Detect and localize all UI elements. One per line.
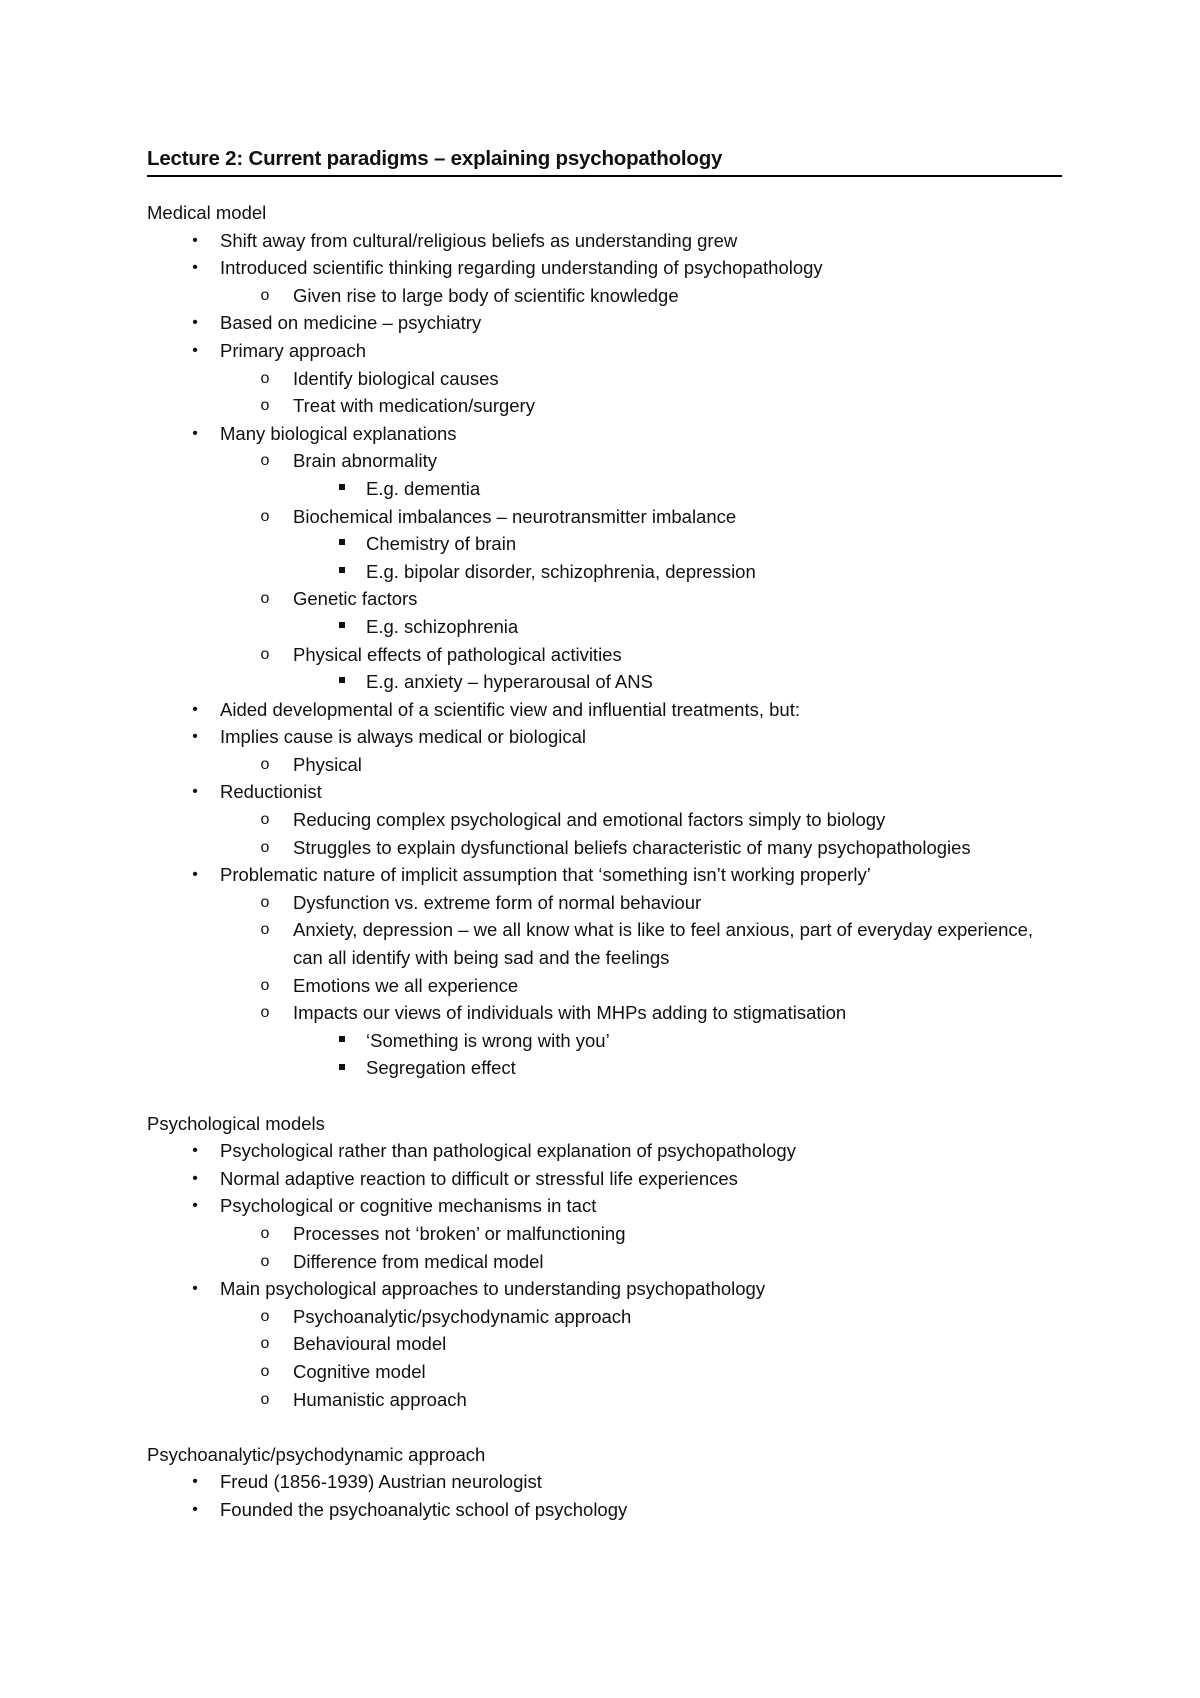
outline-item-level-1 <box>147 861 1062 889</box>
outline-section <box>147 1110 1062 1414</box>
outline-item-text: ‘Something is wrong with you’ <box>366 1029 610 1051</box>
outline-item-text: E.g. dementia <box>366 477 481 499</box>
outline-item-text: Anxiety, depression – we all know what is like to feel anxious, part of everyday experience, can all identify with being sad and the feelings <box>293 919 1034 969</box>
bullet-icon: • <box>192 728 198 746</box>
circle-bullet-icon: o <box>260 286 270 304</box>
circle-bullet-icon: o <box>260 921 270 939</box>
outline-item-level-1 <box>147 1192 1062 1220</box>
outline-item-text: E.g. anxiety – hyperarousal of ANS <box>366 671 653 693</box>
outline-item-text: Cognitive model <box>293 1360 426 1382</box>
circle-bullet-icon: o <box>260 645 270 663</box>
bullet-icon: • <box>192 424 198 442</box>
outline-section <box>147 199 1062 1082</box>
bullet-icon: • <box>192 1280 198 1298</box>
outline-item-level-1 <box>147 1275 1062 1303</box>
outline-item-text: Chemistry of brain <box>366 533 517 555</box>
outline-item-text: Main psychological approaches to understanding psychopathology <box>220 1278 766 1300</box>
outline-item-level-2 <box>147 503 1062 531</box>
bullet-icon: • <box>192 700 198 718</box>
square-bullet-icon <box>332 530 352 558</box>
circle-bullet-icon: o <box>260 976 270 994</box>
circle-bullet-icon: o <box>260 452 270 470</box>
outline-section <box>147 1441 1062 1524</box>
circle-bullet-icon: o <box>260 590 270 608</box>
outline-item-text: Based on medicine – psychiatry <box>220 312 482 334</box>
outline-item-text: Biochemical imbalances – neurotransmitter imbalance <box>293 505 737 527</box>
square-bullet-icon <box>332 1054 352 1082</box>
outline-item-level-1 <box>147 309 1062 337</box>
outline-item-text: Normal adaptive reaction to difficult or stressful life experiences <box>220 1167 738 1189</box>
outline-item-level-2 <box>147 392 1062 420</box>
outline-item-level-3 <box>147 613 1062 641</box>
bullet-icon: • <box>192 1169 198 1187</box>
outline-item-level-1 <box>147 696 1062 724</box>
outline-item-level-1 <box>147 1165 1062 1193</box>
outline-item-text: Introduced scientific thinking regarding understanding of psychopathology <box>220 257 823 279</box>
outline-item-level-2 <box>147 1330 1062 1358</box>
outline-item-text: Impacts our views of individuals with MHPs adding to stigmatisation <box>293 1002 847 1024</box>
outline-item-level-3 <box>147 530 1062 558</box>
circle-bullet-icon: o <box>260 1224 270 1242</box>
outline-item-level-1 <box>147 1496 1062 1524</box>
section-heading: Psychoanalytic/psychodynamic approach <box>147 1443 486 1465</box>
sections-container <box>147 199 1062 1524</box>
outline-item-text: Behavioural model <box>293 1333 447 1355</box>
outline-item-level-1 <box>147 1468 1062 1496</box>
bullet-icon: • <box>192 231 198 249</box>
circle-bullet-icon: o <box>260 1252 270 1270</box>
outline-item-text: Physical <box>293 753 362 775</box>
outline-item-text: Reductionist <box>220 781 322 803</box>
outline-item-text: Founded the psychoanalytic school of psychology <box>220 1498 628 1520</box>
square-bullet-icon <box>332 558 352 586</box>
outline-item-text: Genetic factors <box>293 588 418 610</box>
bullet-icon: • <box>192 259 198 277</box>
square-bullet-icon <box>332 475 352 503</box>
bullet-icon: • <box>192 341 198 359</box>
section-heading: Medical model <box>147 202 267 223</box>
outline-item-text: Humanistic approach <box>293 1388 467 1410</box>
outline-item-level-2 <box>147 1358 1062 1386</box>
document-content <box>147 146 1062 1524</box>
outline-item-text: Treat with medication/surgery <box>293 395 535 417</box>
section-spacer <box>147 1413 1062 1441</box>
outline-item-level-1 <box>147 420 1062 448</box>
outline-item-level-2 <box>147 999 1062 1027</box>
outline-item-level-2 <box>147 1248 1062 1276</box>
circle-bullet-icon: o <box>260 1307 270 1325</box>
circle-bullet-icon: o <box>260 397 270 415</box>
outline-item-level-2 <box>147 1386 1062 1414</box>
outline-item-level-3 <box>147 1054 1062 1082</box>
square-bullet-icon <box>332 668 352 696</box>
outline-item-text: Primary approach <box>220 339 367 361</box>
outline-item-text: Psychological or cognitive mechanisms in tact <box>220 1195 597 1217</box>
outline-item-level-3 <box>147 475 1062 503</box>
outline-item-text: Struggles to explain dysfunctional beliefs characteristic of many psychopathologies <box>293 836 971 858</box>
bullet-icon: • <box>192 1500 198 1518</box>
outline-item-text: Many biological explanations <box>220 422 457 444</box>
bullet-icon: • <box>192 1473 198 1491</box>
square-bullet-icon <box>332 1027 352 1055</box>
bullet-icon: • <box>192 314 198 332</box>
bullet-icon: • <box>192 1142 198 1160</box>
outline-item-level-1 <box>147 778 1062 806</box>
circle-bullet-icon: o <box>260 838 270 856</box>
outline-item-level-2 <box>147 1220 1062 1248</box>
outline-item-level-3 <box>147 1027 1062 1055</box>
outline-item-level-2 <box>147 585 1062 613</box>
outline-item-level-2 <box>147 916 1062 971</box>
outline-item-level-3 <box>147 558 1062 586</box>
outline-item-text: E.g. bipolar disorder, schizophrenia, depression <box>366 560 756 582</box>
section-spacer <box>147 1082 1062 1110</box>
outline-item-level-2 <box>147 806 1062 834</box>
outline-item-text: Brain abnormality <box>293 450 437 472</box>
circle-bullet-icon: o <box>260 1335 270 1353</box>
bullet-icon: • <box>192 866 198 884</box>
outline-item-level-2 <box>147 834 1062 862</box>
circle-bullet-icon: o <box>260 507 270 525</box>
outline-item-level-2 <box>147 641 1062 669</box>
outline-item-text: Implies cause is always medical or biological <box>220 726 587 748</box>
outline-item-level-2 <box>147 751 1062 779</box>
circle-bullet-icon: o <box>260 811 270 829</box>
outline-item-text: Freud (1856-1939) Austrian neurologist <box>220 1471 542 1493</box>
circle-bullet-icon: o <box>260 893 270 911</box>
outline-item-text: Shift away from cultural/religious beliefs as understanding grew <box>220 229 738 251</box>
outline-item-level-1 <box>147 337 1062 365</box>
outline-item-text: Emotions we all experience <box>293 974 519 996</box>
bullet-icon: • <box>192 1197 198 1215</box>
outline-item-text: Aided developmental of a scientific view and influential treatments, but: <box>220 698 800 720</box>
circle-bullet-icon: o <box>260 755 270 773</box>
outline-item-level-2 <box>147 889 1062 917</box>
outline-item-text: Psychoanalytic/psychodynamic approach <box>293 1305 632 1327</box>
outline-item-text: Given rise to large body of scientific knowledge <box>293 284 679 306</box>
outline-item-level-2 <box>147 365 1062 393</box>
document-title: Lecture 2: Current paradigms – explaining psychopathology <box>147 146 1062 177</box>
outline-item-text: Problematic nature of implicit assumption that ‘something isn’t working properly’ <box>220 864 871 886</box>
section-heading: Psychological models <box>147 1112 325 1134</box>
outline-item-level-2 <box>147 282 1062 310</box>
outline-item-text: Difference from medical model <box>293 1250 544 1272</box>
title-spacer <box>147 177 1062 199</box>
outline-item-level-1 <box>147 1137 1062 1165</box>
outline-item-level-1 <box>147 723 1062 751</box>
outline-item-level-3 <box>147 668 1062 696</box>
circle-bullet-icon: o <box>260 1390 270 1408</box>
bullet-icon: • <box>192 783 198 801</box>
outline-item-text: Segregation effect <box>366 1057 516 1079</box>
outline-item-text: Processes not ‘broken’ or malfunctioning <box>293 1222 626 1244</box>
outline-item-text: Dysfunction vs. extreme form of normal behaviour <box>293 891 702 913</box>
circle-bullet-icon: o <box>260 1004 270 1022</box>
circle-bullet-icon: o <box>260 1362 270 1380</box>
outline-item-text: Physical effects of pathological activities <box>293 643 622 665</box>
outline-item-level-1 <box>147 227 1062 255</box>
outline-item-text: Psychological rather than pathological explanation of psychopathology <box>220 1140 796 1162</box>
outline-item-text: Reducing complex psychological and emotional factors simply to biology <box>293 809 886 831</box>
outline-item-level-2 <box>147 972 1062 1000</box>
square-bullet-icon <box>332 613 352 641</box>
circle-bullet-icon: o <box>260 369 270 387</box>
outline-item-level-1 <box>147 254 1062 282</box>
outline-item-level-2 <box>147 447 1062 475</box>
outline-item-level-2 <box>147 1303 1062 1331</box>
outline-item-text: E.g. schizophrenia <box>366 615 519 637</box>
outline-item-text: Identify biological causes <box>293 367 499 389</box>
